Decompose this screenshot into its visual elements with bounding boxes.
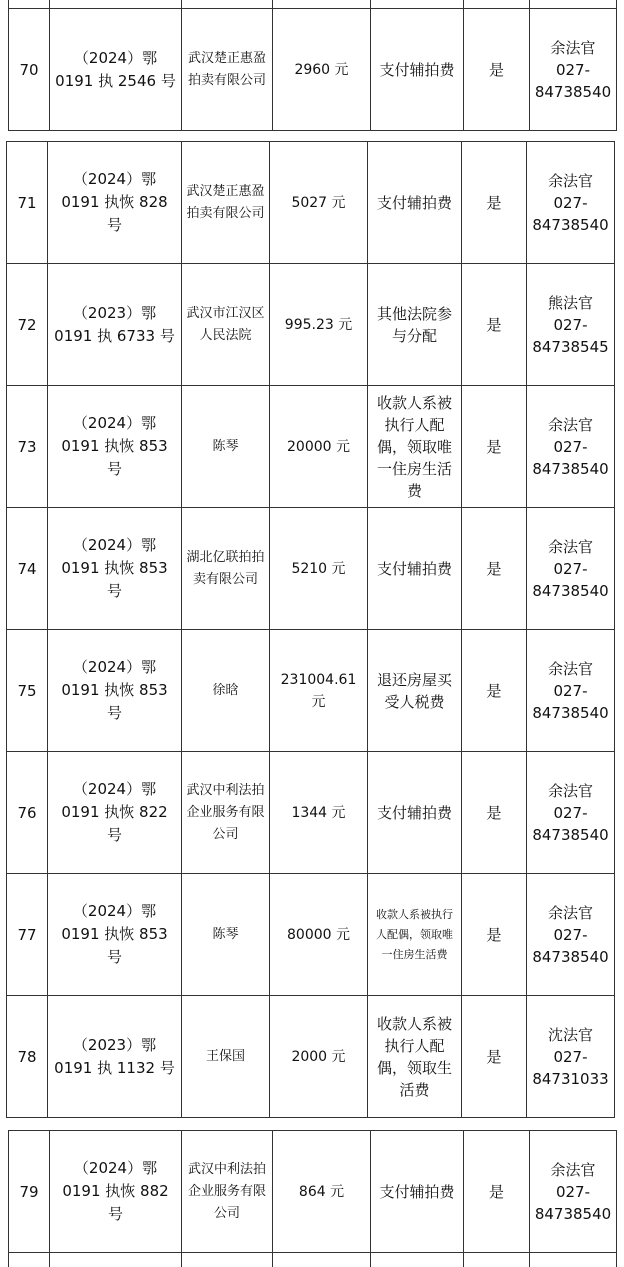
payment-reason: 退还房屋买受人税费 xyxy=(368,630,462,752)
confirmed-flag: 是 xyxy=(462,630,527,752)
judge-contact xyxy=(527,752,615,874)
confirmed-flag: 是 xyxy=(464,9,530,131)
judge-contact xyxy=(527,996,615,1118)
payment-reason: 支付辅拍费 xyxy=(368,508,462,630)
row-number: 78 xyxy=(7,996,48,1118)
judge-phone: 027-84738540 xyxy=(534,1182,612,1223)
confirmed-flag: 是 xyxy=(462,386,527,508)
row-number: 71 xyxy=(7,142,48,264)
payment-reason: 支付辅拍费 xyxy=(368,752,462,874)
amount: 80000 元 xyxy=(270,874,368,996)
judge-contact xyxy=(527,264,615,386)
table-row xyxy=(9,9,617,131)
confirmed-flag: 是 xyxy=(462,752,527,874)
table-row xyxy=(9,0,617,9)
amount: 20000 元 xyxy=(270,386,368,508)
judge-name: 熊法官 xyxy=(547,293,593,312)
amount: 5210 元 xyxy=(270,508,368,630)
table-row xyxy=(7,996,615,1118)
row-number: 74 xyxy=(7,508,48,630)
table-row xyxy=(7,874,615,996)
payment-reason: 收款人系被执行人配偶，领取唯一住房生活费 xyxy=(368,874,462,996)
cell-empty xyxy=(464,0,530,9)
case-number: （2024）鄂 0191 执 2546 号 xyxy=(50,9,182,131)
case-number: （2024）鄂 0191 执恢 828 号 xyxy=(48,142,182,264)
table-row xyxy=(7,386,615,508)
confirmed-flag: 是 xyxy=(464,1131,530,1253)
case-number: （2023）鄂 0191 执 1132 号 xyxy=(48,996,182,1118)
judge-phone: 027-84738540 xyxy=(532,803,609,844)
case-table-top xyxy=(8,0,617,131)
judge-contact xyxy=(527,630,615,752)
row-number: 79 xyxy=(9,1131,50,1253)
payee: 武汉市江汉区人民法院 xyxy=(182,264,270,386)
judge-phone: 027-84738540 xyxy=(532,437,609,478)
payment-reason: 支付辅拍费 xyxy=(371,1131,464,1253)
table-row xyxy=(7,752,615,874)
case-table-main xyxy=(6,141,615,1118)
row-number: 76 xyxy=(7,752,48,874)
payee: 陈琴 xyxy=(182,874,270,996)
judge-phone: 027-84738540 xyxy=(532,681,609,722)
payee: 王保国 xyxy=(182,996,270,1118)
cell-empty xyxy=(50,1253,182,1267)
judge-contact xyxy=(530,1131,617,1253)
payee: 湖北亿联拍拍卖有限公司 xyxy=(182,508,270,630)
payee: 武汉楚正惠盈拍卖有限公司 xyxy=(182,142,270,264)
table-row xyxy=(7,264,615,386)
case-number: （2024）鄂 0191 执恢 853 号 xyxy=(48,630,182,752)
case-number: （2023）鄂 0191 执 6733 号 xyxy=(48,264,182,386)
cell-empty xyxy=(464,1253,530,1267)
row-number: 77 xyxy=(7,874,48,996)
amount: 5027 元 xyxy=(270,142,368,264)
cell-empty xyxy=(530,0,617,9)
payee: 武汉楚正惠盈拍卖有限公司 xyxy=(182,9,273,131)
row-number: 73 xyxy=(7,386,48,508)
judge-name: 余法官 xyxy=(547,903,593,922)
judge-name: 余法官 xyxy=(547,537,593,556)
cell-empty xyxy=(182,0,273,9)
case-number: （2024）鄂 0191 执恢 853 号 xyxy=(48,508,182,630)
table-row xyxy=(9,1253,617,1267)
confirmed-flag: 是 xyxy=(462,508,527,630)
amount: 2960 元 xyxy=(273,9,371,131)
judge-name: 沈法官 xyxy=(547,1025,593,1044)
case-table-bottom xyxy=(8,1130,617,1267)
judge-phone: 027-84738540 xyxy=(532,559,609,600)
amount: 1344 元 xyxy=(270,752,368,874)
confirmed-flag: 是 xyxy=(462,142,527,264)
cell-empty xyxy=(182,1253,273,1267)
judge-contact xyxy=(527,142,615,264)
case-number: （2024）鄂 0191 执恢 882 号 xyxy=(50,1131,182,1253)
payment-reason: 其他法院参与分配 xyxy=(368,264,462,386)
payment-reason: 收款人系被执行人配偶，领取生活费 xyxy=(368,996,462,1118)
table-row xyxy=(7,142,615,264)
cell-empty xyxy=(50,0,182,9)
payee: 武汉中利法拍企业服务有限公司 xyxy=(182,752,270,874)
cell-empty xyxy=(273,1253,371,1267)
judge-phone: 027-84738540 xyxy=(534,60,612,101)
cell-empty xyxy=(9,0,50,9)
case-number: （2024）鄂 0191 执恢 853 号 xyxy=(48,386,182,508)
table-row xyxy=(9,1131,617,1253)
payment-reason: 支付辅拍费 xyxy=(371,9,464,131)
payment-reason: 收款人系被执行人配偶，领取唯一住房生活费 xyxy=(368,386,462,508)
judge-name: 余法官 xyxy=(547,171,593,190)
judge-contact xyxy=(527,874,615,996)
judge-contact xyxy=(530,9,617,131)
payee: 陈琴 xyxy=(182,386,270,508)
confirmed-flag: 是 xyxy=(462,264,527,386)
payee: 徐晗 xyxy=(182,630,270,752)
judge-name: 余法官 xyxy=(550,38,596,57)
amount: 995.23 元 xyxy=(270,264,368,386)
payee: 武汉中利法拍企业服务有限公司 xyxy=(182,1131,273,1253)
cell-empty xyxy=(371,1253,464,1267)
judge-contact xyxy=(527,508,615,630)
judge-phone: 027-84738540 xyxy=(532,193,609,234)
confirmed-flag: 是 xyxy=(462,874,527,996)
table-row xyxy=(7,630,615,752)
amount: 2000 元 xyxy=(270,996,368,1118)
judge-phone: 027-84738545 xyxy=(532,315,609,356)
cell-empty xyxy=(530,1253,617,1267)
amount: 864 元 xyxy=(273,1131,371,1253)
case-number: （2024）鄂 0191 执恢 822 号 xyxy=(48,752,182,874)
confirmed-flag: 是 xyxy=(462,996,527,1118)
judge-phone: 027-84738540 xyxy=(532,925,609,966)
judge-name: 余法官 xyxy=(547,415,593,434)
judge-name: 余法官 xyxy=(550,1160,596,1179)
payment-reason: 支付辅拍费 xyxy=(368,142,462,264)
amount: 231004.61元 xyxy=(270,630,368,752)
judge-name: 余法官 xyxy=(547,659,593,678)
cell-empty xyxy=(9,1253,50,1267)
row-number: 70 xyxy=(9,9,50,131)
judge-contact xyxy=(527,386,615,508)
row-number: 72 xyxy=(7,264,48,386)
row-number: 75 xyxy=(7,630,48,752)
judge-phone: 027-84731033 xyxy=(532,1047,609,1088)
judge-name: 余法官 xyxy=(547,781,593,800)
table-row xyxy=(7,508,615,630)
cell-empty xyxy=(371,0,464,9)
case-number: （2024）鄂 0191 执恢 853 号 xyxy=(48,874,182,996)
cell-empty xyxy=(273,0,371,9)
